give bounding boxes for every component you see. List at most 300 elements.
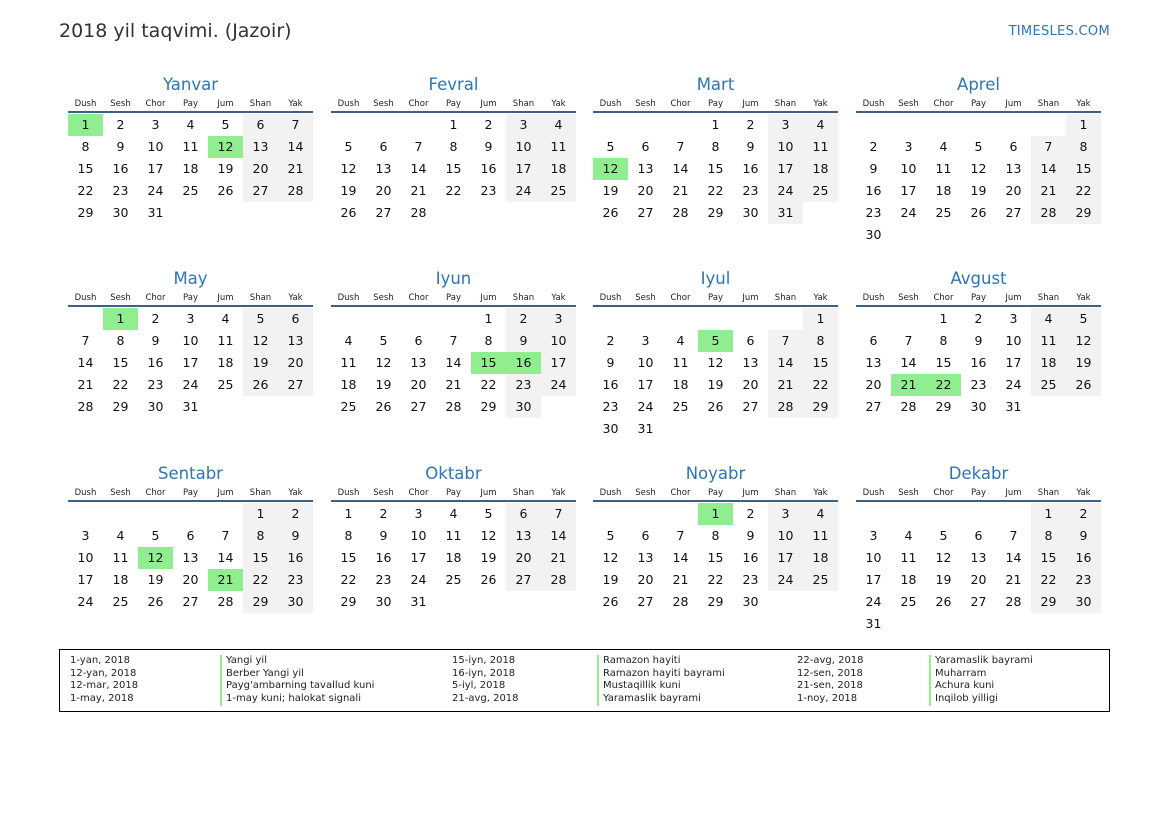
weekday-label: Yak (813, 488, 828, 498)
weekday-label: Jum (217, 99, 234, 109)
day-cell: 10 (768, 136, 803, 158)
day-cell: 20 (742, 377, 759, 392)
day-cell: 3 (869, 528, 878, 543)
day-cell: 17 (1005, 355, 1022, 370)
day-cell: 4 (803, 114, 838, 136)
month-name: Iyun (435, 269, 472, 288)
day-cell: 3 (768, 114, 803, 136)
day-cell: 21 (768, 374, 803, 396)
day-cell: 6 (1009, 139, 1018, 154)
day-cell: 22 (77, 183, 94, 198)
day-cell: 24 (1005, 377, 1022, 392)
weekday-header (856, 97, 1101, 113)
day-cell: 18 (935, 183, 952, 198)
empty-cell (856, 308, 891, 330)
day-cell: 11 (182, 139, 199, 154)
weekday-label: Dush (74, 488, 97, 498)
day-cell: 11 (445, 528, 462, 543)
day-cell: 4 (1031, 308, 1066, 330)
day-cell: 5 (379, 333, 388, 348)
day-cell: 30 (278, 591, 313, 613)
day-cell: 31 (182, 399, 199, 414)
day-cell: 30 (375, 594, 392, 609)
day-cell: 9 (484, 139, 493, 154)
day-cell: 8 (711, 139, 720, 154)
day-cell: 27 (637, 205, 654, 220)
month-sentabr (68, 462, 313, 613)
day-cell: 20 (1005, 183, 1022, 198)
day-cell: 3 (414, 506, 423, 521)
day-grid (856, 308, 1101, 418)
legend-name-column (220, 655, 374, 706)
weekday-label: Sesh (635, 99, 656, 109)
day-cell: 6 (414, 333, 423, 348)
day-cell: 26 (147, 594, 164, 609)
month-name: Fevral (428, 75, 479, 94)
day-cell: 23 (970, 377, 987, 392)
day-cell: 22 (707, 572, 724, 587)
holiday-day-cell: 16 (506, 352, 541, 374)
empty-cell (331, 308, 366, 330)
day-cell: 16 (602, 377, 619, 392)
weekday-label: Chor (670, 488, 691, 498)
weekday-label: Chor (145, 99, 166, 109)
day-cell: 3 (541, 308, 576, 330)
day-cell: 11 (900, 550, 917, 565)
day-cell: 15 (1031, 547, 1066, 569)
weekday-label: Sesh (898, 488, 919, 498)
day-cell: 6 (379, 139, 388, 154)
day-cell: 27 (506, 569, 541, 591)
empty-cell (366, 114, 401, 136)
month-name: Avgust (950, 269, 1007, 288)
day-cell: 29 (935, 399, 952, 414)
legend-date: 12-yan, 2018 (70, 667, 137, 679)
day-cell: 9 (1066, 525, 1101, 547)
day-cell: 29 (1066, 202, 1101, 224)
day-cell: 9 (869, 161, 878, 176)
day-cell: 27 (278, 374, 313, 396)
empty-cell (891, 308, 926, 330)
day-cell: 9 (606, 355, 615, 370)
day-cell: 2 (606, 333, 615, 348)
empty-cell (1031, 114, 1066, 136)
day-cell: 20 (278, 352, 313, 374)
holiday-day-cell: 22 (926, 374, 961, 396)
day-cell: 7 (221, 528, 230, 543)
empty-cell (926, 503, 961, 525)
day-cell: 22 (480, 377, 497, 392)
weekday-label: Pay (183, 488, 198, 498)
day-cell: 30 (147, 399, 164, 414)
legend-date: 5-iyl, 2018 (452, 680, 506, 692)
day-cell: 29 (1031, 591, 1066, 613)
weekday-label: Chor (670, 99, 691, 109)
day-cell: 2 (379, 506, 388, 521)
day-cell: 7 (278, 114, 313, 136)
month-iyul (593, 267, 838, 440)
legend-date-column (797, 655, 864, 706)
day-cell: 5 (974, 139, 983, 154)
day-cell: 31 (147, 205, 164, 220)
weekday-header (593, 291, 838, 307)
day-cell: 29 (112, 399, 129, 414)
day-cell: 28 (900, 399, 917, 414)
day-cell: 28 (77, 399, 94, 414)
day-cell: 7 (414, 139, 423, 154)
weekday-header (331, 97, 576, 113)
day-cell: 25 (935, 205, 952, 220)
day-cell: 8 (1031, 525, 1066, 547)
weekday-label: Yak (551, 99, 566, 109)
month-aprel (856, 73, 1101, 246)
weekday-label: Dush (337, 488, 360, 498)
day-cell: 16 (970, 355, 987, 370)
day-cell: 4 (186, 117, 195, 132)
day-cell: 10 (637, 355, 654, 370)
day-cell: 23 (1066, 569, 1101, 591)
day-cell: 11 (935, 161, 952, 176)
day-cell: 31 (1005, 399, 1022, 414)
day-cell: 28 (445, 399, 462, 414)
day-cell: 21 (278, 158, 313, 180)
day-cell: 16 (375, 550, 392, 565)
day-cell: 23 (480, 183, 497, 198)
day-cell: 25 (803, 569, 838, 591)
day-cell: 30 (506, 396, 541, 418)
empty-cell (856, 114, 891, 136)
day-cell: 25 (445, 572, 462, 587)
day-cell: 3 (641, 333, 650, 348)
day-cell: 26 (217, 183, 234, 198)
weekday-label: Yak (551, 293, 566, 303)
day-cell: 13 (742, 355, 759, 370)
day-cell: 27 (410, 399, 427, 414)
day-cell: 11 (803, 136, 838, 158)
weekday-label: Dush (599, 488, 622, 498)
day-cell: 22 (445, 183, 462, 198)
day-cell: 3 (151, 117, 160, 132)
day-grid (593, 114, 838, 224)
day-cell: 5 (344, 139, 353, 154)
day-cell: 14 (77, 355, 94, 370)
day-cell: 4 (803, 503, 838, 525)
day-cell: 5 (151, 528, 160, 543)
day-cell: 28 (1031, 202, 1066, 224)
day-cell: 10 (865, 550, 882, 565)
day-cell: 3 (506, 114, 541, 136)
day-cell: 1 (711, 117, 720, 132)
day-cell: 26 (602, 205, 619, 220)
empty-cell (891, 503, 926, 525)
weekday-label: Yak (288, 99, 303, 109)
day-cell: 1 (344, 506, 353, 521)
weekday-label: Chor (408, 293, 429, 303)
month-name: Iyul (700, 269, 731, 288)
empty-cell (68, 308, 103, 330)
weekday-label: Shan (512, 488, 535, 498)
weekday-label: Sesh (373, 488, 394, 498)
day-cell: 11 (340, 355, 357, 370)
weekday-label: Shan (512, 293, 535, 303)
day-cell: 13 (1005, 161, 1022, 176)
empty-cell (926, 114, 961, 136)
day-cell: 31 (768, 202, 803, 224)
day-cell: 17 (77, 572, 94, 587)
day-cell: 27 (865, 399, 882, 414)
day-cell: 25 (112, 594, 129, 609)
empty-cell (628, 308, 663, 330)
month-name: Mart (696, 75, 735, 94)
legend-date-column (452, 655, 519, 706)
day-cell: 24 (637, 399, 654, 414)
empty-cell (103, 503, 138, 525)
day-cell: 26 (707, 399, 724, 414)
weekday-label: Yak (1076, 99, 1091, 109)
day-cell: 21 (410, 183, 427, 198)
legend-date: 15-iyn, 2018 (452, 655, 516, 666)
day-cell: 26 (602, 594, 619, 609)
weekday-label: Sesh (635, 293, 656, 303)
day-cell: 5 (606, 139, 615, 154)
legend-date: 21-sen, 2018 (797, 680, 863, 692)
month-iyun (331, 267, 576, 418)
day-cell: 7 (1009, 528, 1018, 543)
day-cell: 15 (77, 161, 94, 176)
month-noyabr (593, 462, 838, 613)
holiday-day-cell: 15 (471, 352, 506, 374)
weekday-label: Shan (249, 293, 272, 303)
day-cell: 4 (676, 333, 685, 348)
day-cell: 22 (803, 374, 838, 396)
weekday-header (68, 97, 313, 113)
day-cell: 16 (1066, 547, 1101, 569)
day-cell: 5 (1066, 308, 1101, 330)
weekday-label: Chor (933, 99, 954, 109)
day-grid (856, 114, 1101, 246)
day-cell: 22 (340, 572, 357, 587)
day-cell: 4 (939, 139, 948, 154)
day-cell: 23 (112, 183, 129, 198)
day-cell: 18 (112, 572, 129, 587)
day-cell: 31 (637, 421, 654, 436)
day-cell: 30 (742, 205, 759, 220)
weekday-label: Jum (480, 488, 497, 498)
holiday-day-cell: 1 (698, 503, 733, 525)
day-cell: 6 (641, 528, 650, 543)
day-cell: 30 (602, 421, 619, 436)
day-cell: 2 (869, 139, 878, 154)
day-cell: 28 (278, 180, 313, 202)
weekday-label: Pay (183, 99, 198, 109)
day-cell: 13 (410, 355, 427, 370)
day-cell: 17 (768, 547, 803, 569)
day-cell: 20 (637, 572, 654, 587)
weekday-header (593, 486, 838, 502)
day-cell: 14 (672, 550, 689, 565)
day-cell: 22 (1031, 569, 1066, 591)
month-name: Yanvar (162, 75, 219, 94)
empty-cell (331, 114, 366, 136)
month-dekabr (856, 462, 1101, 635)
day-cell: 25 (1031, 374, 1066, 396)
legend-date: 12-sen, 2018 (797, 667, 863, 679)
day-cell: 15 (935, 355, 952, 370)
day-cell: 12 (935, 550, 952, 565)
day-cell: 25 (900, 594, 917, 609)
day-cell: 30 (742, 594, 759, 609)
day-cell: 6 (506, 503, 541, 525)
empty-cell (663, 503, 698, 525)
weekday-label: Sesh (110, 293, 131, 303)
day-cell: 16 (278, 547, 313, 569)
day-cell: 14 (1005, 550, 1022, 565)
day-grid (331, 308, 576, 418)
weekday-label: Jum (480, 99, 497, 109)
day-cell: 27 (243, 180, 278, 202)
day-cell: 28 (672, 205, 689, 220)
site-link[interactable]: TIMESLES.COM (1008, 24, 1110, 39)
day-cell: 14 (1031, 158, 1066, 180)
day-cell: 11 (1031, 330, 1066, 352)
empty-cell (961, 114, 996, 136)
day-cell: 14 (278, 136, 313, 158)
day-cell: 13 (243, 136, 278, 158)
day-cell: 5 (243, 308, 278, 330)
empty-cell (593, 503, 628, 525)
day-grid (68, 308, 313, 418)
day-grid (68, 114, 313, 224)
day-cell: 17 (768, 158, 803, 180)
day-cell: 24 (865, 594, 882, 609)
day-cell: 26 (375, 399, 392, 414)
weekday-label: Jum (742, 99, 759, 109)
day-cell: 13 (506, 525, 541, 547)
weekday-label: Pay (971, 488, 986, 498)
day-cell: 13 (865, 355, 882, 370)
day-cell: 15 (243, 547, 278, 569)
day-cell: 20 (182, 572, 199, 587)
day-cell: 26 (480, 572, 497, 587)
weekday-label: Shan (1037, 99, 1060, 109)
day-cell: 28 (768, 396, 803, 418)
day-cell: 26 (340, 205, 357, 220)
holiday-legend (59, 649, 1110, 712)
day-cell: 27 (970, 594, 987, 609)
day-cell: 24 (506, 180, 541, 202)
day-grid (331, 503, 576, 613)
day-cell: 11 (112, 550, 129, 565)
day-cell: 3 (1009, 311, 1018, 326)
weekday-label: Dush (599, 99, 622, 109)
day-cell: 9 (151, 333, 160, 348)
day-cell: 23 (865, 205, 882, 220)
day-cell: 28 (1005, 594, 1022, 609)
day-cell: 10 (900, 161, 917, 176)
day-cell: 9 (746, 139, 755, 154)
day-cell: 13 (182, 550, 199, 565)
legend-holiday-name: Mustaqillik kuni (597, 680, 725, 693)
empty-cell (996, 503, 1031, 525)
holiday-day-cell: 21 (208, 569, 243, 591)
weekday-label: Sesh (373, 293, 394, 303)
day-cell: 19 (243, 352, 278, 374)
legend-date: 1-yan, 2018 (70, 655, 130, 666)
day-cell: 1 (449, 117, 458, 132)
day-cell: 28 (410, 205, 427, 220)
day-cell: 6 (974, 528, 983, 543)
weekday-label: Chor (933, 293, 954, 303)
day-cell: 24 (768, 569, 803, 591)
day-cell: 30 (112, 205, 129, 220)
weekday-label: Yak (813, 293, 828, 303)
day-cell: 8 (939, 333, 948, 348)
day-cell: 26 (970, 205, 987, 220)
empty-cell (961, 503, 996, 525)
weekday-label: Jum (1005, 293, 1022, 303)
day-cell: 20 (375, 183, 392, 198)
day-cell: 29 (243, 591, 278, 613)
day-cell: 29 (77, 205, 94, 220)
legend-date-column (70, 655, 138, 706)
day-cell: 22 (112, 377, 129, 392)
day-cell: 4 (116, 528, 125, 543)
day-cell: 30 (1066, 591, 1101, 613)
weekday-label: Pay (708, 293, 723, 303)
day-cell: 9 (746, 528, 755, 543)
day-cell: 20 (970, 572, 987, 587)
month-name: Oktabr (425, 464, 482, 483)
day-cell: 19 (970, 183, 987, 198)
day-cell: 15 (1066, 158, 1101, 180)
weekday-label: Pay (708, 99, 723, 109)
day-cell: 22 (1066, 180, 1101, 202)
day-cell: 25 (217, 377, 234, 392)
day-cell: 20 (410, 377, 427, 392)
legend-holiday-name: Yaramaslik bayrami (929, 655, 1033, 668)
legend-holiday-name: 1-may kuni; halokat signali (220, 693, 374, 706)
empty-cell (628, 114, 663, 136)
weekday-label: Pay (971, 99, 986, 109)
day-cell: 14 (217, 550, 234, 565)
day-cell: 27 (1005, 205, 1022, 220)
holiday-day-cell: 12 (208, 136, 243, 158)
month-oktabr (331, 462, 576, 613)
weekday-label: Sesh (110, 488, 131, 498)
day-cell: 21 (541, 547, 576, 569)
day-cell: 1 (243, 503, 278, 525)
weekday-label: Shan (1037, 488, 1060, 498)
weekday-label: Shan (774, 99, 797, 109)
day-cell: 4 (541, 114, 576, 136)
day-cell: 29 (707, 594, 724, 609)
empty-cell (996, 114, 1031, 136)
weekday-label: Shan (774, 488, 797, 498)
weekday-label: Yak (288, 488, 303, 498)
legend-holiday-name: Payg'ambarning tavallud kuni (220, 680, 374, 693)
day-cell: 15 (803, 352, 838, 374)
day-cell: 22 (707, 183, 724, 198)
weekday-label: Pay (708, 488, 723, 498)
day-cell: 2 (746, 506, 755, 521)
day-cell: 14 (410, 161, 427, 176)
day-cell: 12 (1066, 330, 1101, 352)
day-cell: 14 (900, 355, 917, 370)
day-cell: 21 (77, 377, 94, 392)
weekday-label: Jum (742, 293, 759, 303)
empty-cell (663, 308, 698, 330)
day-cell: 18 (672, 377, 689, 392)
